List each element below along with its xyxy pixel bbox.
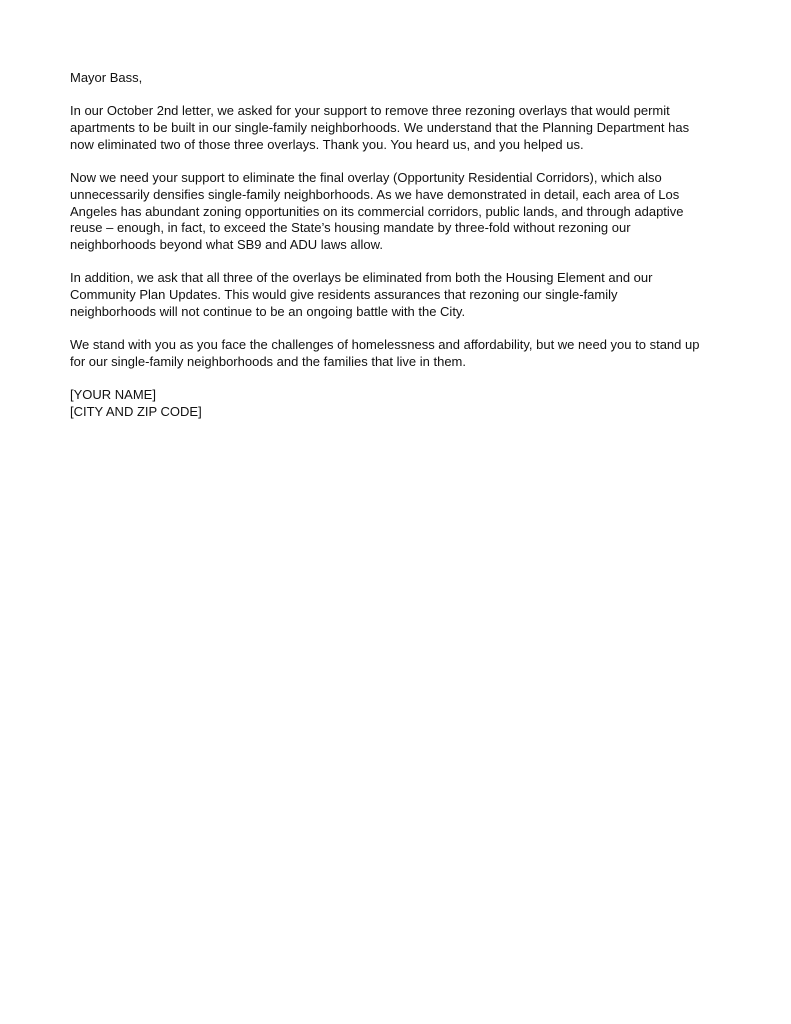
paragraph-line: In addition, we ask that all three of the overlays be eliminated from both the Housing Element and our (70, 270, 653, 286)
paragraph-spacer (70, 87, 730, 104)
paragraph-line: neighborhoods beyond what SB9 and ADU laws allow. (70, 237, 383, 252)
paragraph-line: apartments to be built in our single-family neighborhoods. We understand that the Planning Department has (70, 120, 690, 136)
paragraph-3 (70, 270, 730, 320)
paragraph-line: unnecessarily densifies single-family neighborhoods. As we have demonstrated in detail, each area of Los (70, 186, 680, 202)
paragraph-line: now eliminated two of those three overlays. Thank you. You heard us, and you helped us. (70, 136, 584, 152)
signature-block (70, 387, 730, 420)
paragraph-line: Angeles has abundant zoning opportunities on its commercial corridors, public lands, and through adaptive (70, 203, 684, 219)
paragraph-line: Now we need your support to eliminate the final overlay (Opportunity Residential Corridors), which also (70, 170, 662, 186)
signature-name: [YOUR NAME] (70, 387, 156, 403)
paragraph-line: reuse – enough, in fact, to exceed the State’s housing mandate by three-fold without rezoning our (70, 220, 631, 236)
salutation: Mayor Bass, (70, 70, 143, 85)
paragraph-line: for our single-family neighborhoods and the families that live in them. (70, 353, 466, 369)
paragraph-line: neighborhoods will not continue to be an ongoing battle with the City. (70, 303, 466, 319)
paragraph-spacer (70, 371, 730, 388)
letter-body (70, 70, 730, 421)
paragraph-spacer (70, 154, 730, 171)
paragraph-4 (70, 337, 730, 370)
paragraph-line: Community Plan Updates. This would give residents assurances that rezoning our single-family (70, 287, 618, 303)
paragraph-line: We stand with you as you face the challenges of homelessness and affordability, but we need you to stand up (70, 337, 700, 353)
paragraph-2 (70, 170, 730, 254)
paragraph-1 (70, 103, 730, 153)
paragraph-line: In our October 2nd letter, we asked for your support to remove three rezoning overlays that would permit (70, 103, 670, 119)
paragraph-spacer (70, 321, 730, 338)
paragraph-spacer (70, 254, 730, 271)
signature-city-zip: [CITY AND ZIP CODE] (70, 403, 202, 419)
